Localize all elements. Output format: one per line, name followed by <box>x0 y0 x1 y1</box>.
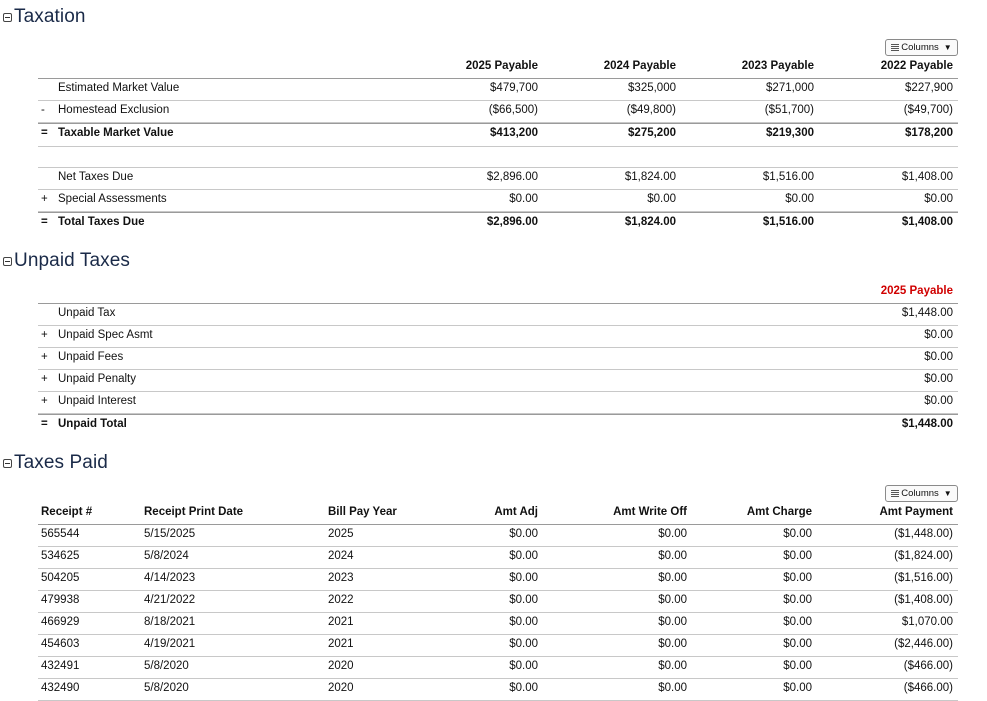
table-row: 466929 8/18/2021 2021 $0.00 $0.00 $0.00 $1,070.00 <box>38 613 958 635</box>
table-row: Unpaid Tax $1,448.00 <box>38 304 958 326</box>
col-2023-header: 2023 Payable <box>741 60 814 72</box>
paid-title: Taxes Paid <box>14 452 108 473</box>
table-row: 432490 5/8/2020 2020 $0.00 $0.00 $0.00 ($466.00) <box>38 679 958 701</box>
table-row: - Homestead Exclusion ($66,500) ($49,800) ($51,700) ($49,700) <box>38 101 958 123</box>
col-amt-adj-header[interactable]: Amt Adj <box>494 506 538 518</box>
paid-header-row <box>38 503 958 525</box>
col-pay-year-header[interactable]: Bill Pay Year <box>328 506 397 518</box>
row-label: Special Assessments <box>58 193 167 205</box>
col-write-off-header[interactable]: Amt Write Off <box>613 506 687 518</box>
unpaid-title: Unpaid Taxes <box>14 250 130 271</box>
taxation-section-header <box>3 6 86 28</box>
table-row: + Special Assessments $0.00 $0.00 $0.00 $0.00 <box>38 190 958 212</box>
row-label: Unpaid Total <box>58 418 127 430</box>
taxation-header-row <box>38 57 958 79</box>
taxation-columns-button[interactable]: Columns ▼ <box>885 39 958 56</box>
paid-table <box>38 503 958 701</box>
table-row: + Unpaid Fees $0.00 <box>38 348 958 370</box>
col-payment-header[interactable]: Amt Payment <box>879 506 953 518</box>
col-receipt-header[interactable]: Receipt # <box>41 506 93 518</box>
table-row-total: = Taxable Market Value $413,200 $275,200 $219,300 $178,200 <box>38 123 958 147</box>
col-2024-header: 2024 Payable <box>603 60 676 72</box>
collapse-taxation-icon[interactable] <box>3 13 12 22</box>
table-row: + Unpaid Interest $0.00 <box>38 392 958 414</box>
table-row: 565544 5/15/2025 2025 $0.00 $0.00 $0.00 ($1,448.00) <box>38 525 958 547</box>
table-row: 479938 4/21/2022 2022 $0.00 $0.00 $0.00 ($1,408.00) <box>38 591 958 613</box>
row-label: Homestead Exclusion <box>58 104 170 116</box>
taxation-table <box>38 57 958 235</box>
unpaid-year-header: 2025 Payable <box>880 285 953 297</box>
table-row: 504205 4/14/2023 2023 $0.00 $0.00 $0.00 ($1,516.00) <box>38 569 958 591</box>
row-label: Unpaid Fees <box>58 351 124 363</box>
unpaid-table <box>38 282 958 437</box>
table-row: 534625 5/8/2024 2024 $0.00 $0.00 $0.00 ($1,824.00) <box>38 547 958 569</box>
list-icon <box>891 490 899 497</box>
row-label: Unpaid Penalty <box>58 373 136 385</box>
table-row: Net Taxes Due $2,896.00 $1,824.00 $1,516.00 $1,408.00 <box>38 167 958 190</box>
row-label: Unpaid Interest <box>58 395 136 407</box>
col-print-date-header[interactable]: Receipt Print Date <box>144 506 244 518</box>
table-row: + Unpaid Spec Asmt $0.00 <box>38 326 958 348</box>
row-label: Estimated Market Value <box>58 82 180 94</box>
row-label: Net Taxes Due <box>58 171 134 183</box>
taxation-title: Taxation <box>14 6 86 27</box>
row-label: Unpaid Spec Asmt <box>58 329 153 341</box>
paid-section-header <box>3 452 108 474</box>
chevron-down-icon: ▼ <box>943 489 952 498</box>
table-row: + Unpaid Penalty $0.00 <box>38 370 958 392</box>
col-2025-header: 2025 Payable <box>465 60 538 72</box>
col-2022-header: 2022 Payable <box>880 60 953 72</box>
col-charge-header[interactable]: Amt Charge <box>746 506 812 518</box>
unpaid-header-row <box>38 282 958 304</box>
collapse-paid-icon[interactable] <box>3 459 12 468</box>
row-label: Unpaid Tax <box>58 307 116 319</box>
row-label: Taxable Market Value <box>58 127 174 139</box>
list-icon <box>891 44 899 51</box>
table-row-total: = Total Taxes Due $2,896.00 $1,824.00 $1,516.00 $1,408.00 <box>38 212 958 235</box>
collapse-unpaid-icon[interactable] <box>3 257 12 266</box>
row-label: Total Taxes Due <box>58 216 145 228</box>
table-row: Estimated Market Value $479,700 $325,000 $271,000 $227,900 <box>38 79 958 101</box>
table-row-total: = Unpaid Total $1,448.00 <box>38 414 958 437</box>
paid-columns-button[interactable]: Columns ▼ <box>885 485 958 502</box>
unpaid-section-header <box>3 250 130 272</box>
table-row: 432491 5/8/2020 2020 $0.00 $0.00 $0.00 ($466.00) <box>38 657 958 679</box>
table-row: 454603 4/19/2021 2021 $0.00 $0.00 $0.00 ($2,446.00) <box>38 635 958 657</box>
chevron-down-icon: ▼ <box>943 43 952 52</box>
